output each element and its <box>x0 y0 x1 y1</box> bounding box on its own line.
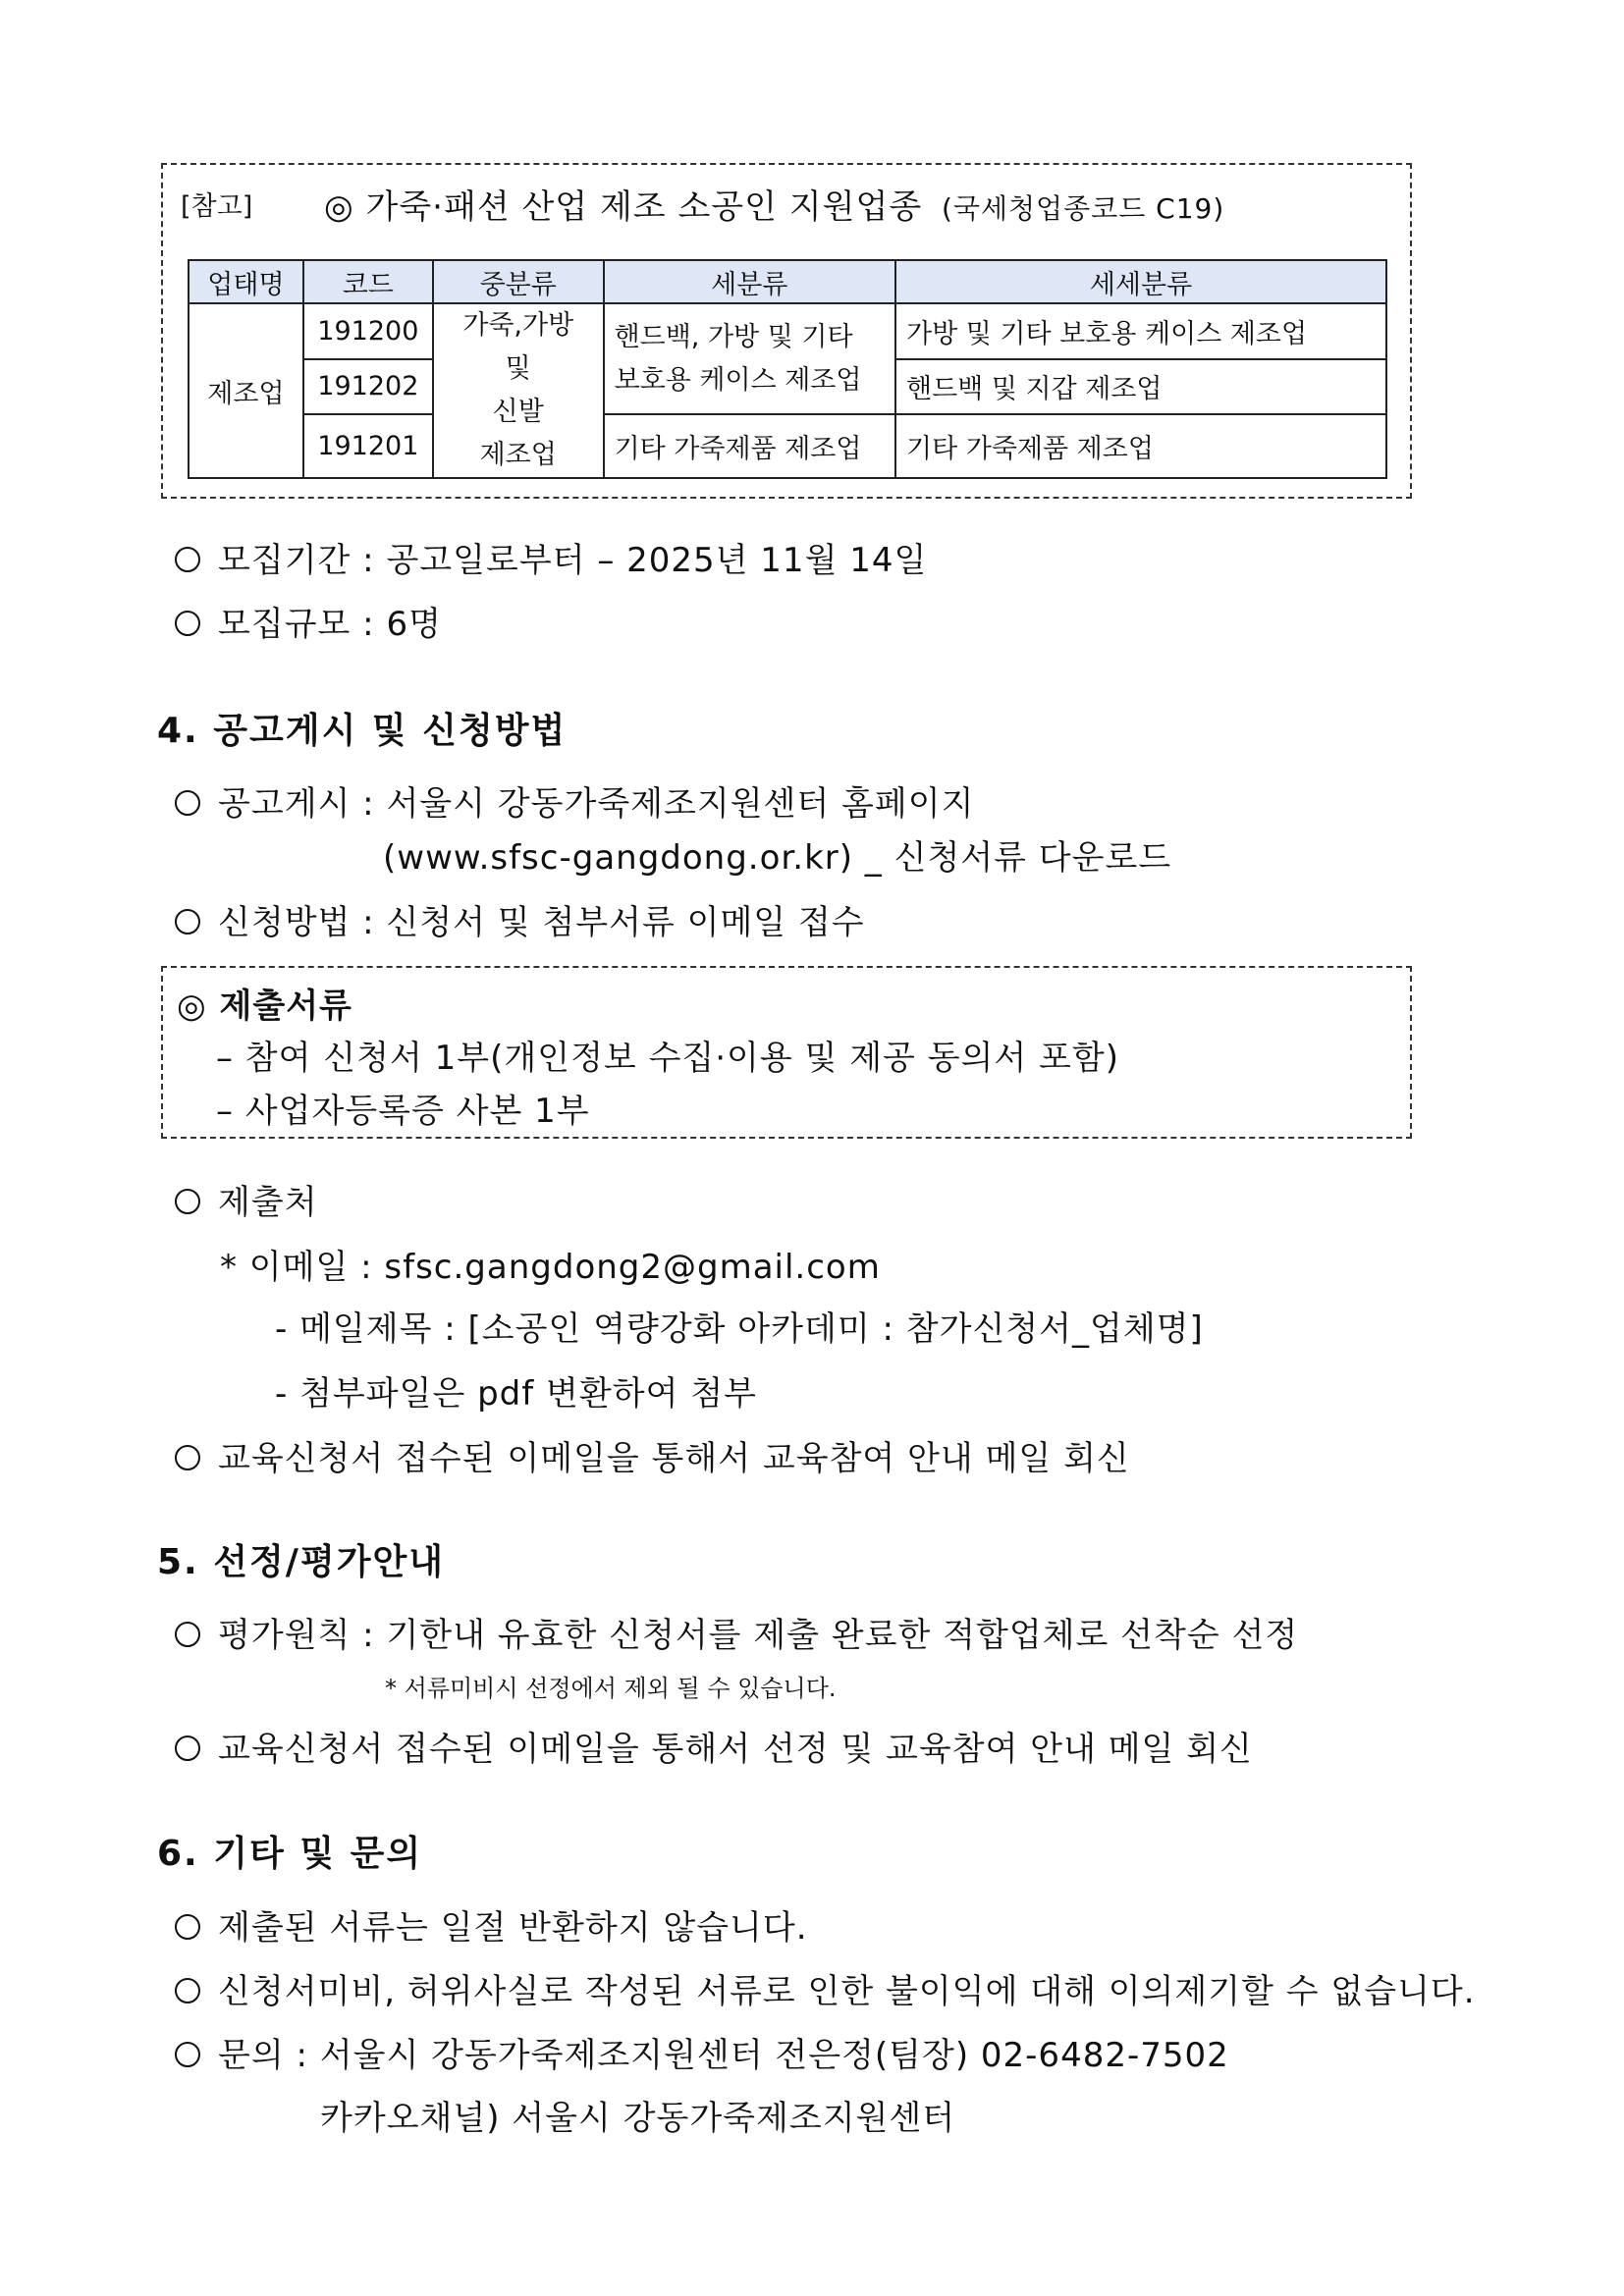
submit-docs-title: ◎ 제출서류 <box>177 987 352 1026</box>
bullet-circle-icon <box>175 1978 200 2003</box>
detail-cell: 기타 가죽제품 제조업 <box>895 414 1386 478</box>
bullet-circle-icon <box>175 1914 200 1940</box>
recruit-period: 모집기간 : 공고일로부터 – 2025년 11월 14일 <box>175 533 927 581</box>
mail-subject: - 메일제목 : [소공인 역량강화 아카데미 : 참가신청서_업체명] <box>275 1309 1204 1349</box>
reference-title <box>324 180 1224 228</box>
submit-to: 제출처 <box>175 1175 318 1223</box>
bullet-circle-icon <box>175 547 200 572</box>
submit-doc-item: – 사업자등록증 사본 1부 <box>216 1092 590 1131</box>
submit-doc-item: – 참여 신청서 1부(개인정보 수집·이용 및 제공 동의서 포함) <box>216 1039 1119 1078</box>
bullet-circle-icon <box>175 611 200 636</box>
header-code: 코드 <box>303 260 433 303</box>
recruit-scale: 모집규모 : 6명 <box>175 597 442 645</box>
bullet-circle-icon <box>175 909 200 934</box>
header-biz-type: 업태명 <box>189 260 303 303</box>
post-line1: 공고게시 : 서울시 강동가죽제조지원센터 홈페이지 <box>175 776 974 825</box>
bullet-circle-icon <box>175 1622 200 1647</box>
table-row <box>189 303 1386 359</box>
eval-note: * 서류미비시 선정에서 제외 될 수 있습니다. <box>385 1675 837 1702</box>
selection-reply: 교육신청서 접수된 이메일을 통해서 선정 및 교육참여 안내 메일 회신 <box>175 1722 1253 1770</box>
section5-title: 5. 선정/평가안내 <box>157 1542 446 1582</box>
code-cell: 191202 <box>303 359 433 415</box>
notice-item: 신청서미비, 허위사실로 작성된 서류로 인한 불이익에 대해 이의제기할 수 없습니다. <box>175 1964 1476 2012</box>
submit-email: * 이메일 : sfsc.gangdong2@gmail.com <box>220 1248 881 1287</box>
header-mid-class: 중분류 <box>433 260 604 303</box>
table-header-row <box>189 260 1386 303</box>
header-sub-class: 세분류 <box>604 260 895 303</box>
bullet-circle-icon <box>175 1445 200 1470</box>
header-detail-class: 세세분류 <box>895 260 1386 303</box>
bullet-circle-icon <box>175 1189 200 1214</box>
section6-title: 6. 기타 및 문의 <box>157 1834 423 1874</box>
attach-note: - 첨부파일은 pdf 변환하여 첨부 <box>275 1374 757 1414</box>
bullet-circle-icon <box>175 790 200 816</box>
sub-class-cell: 기타 가죽제품 제조업 <box>604 414 895 478</box>
code-cell: 191201 <box>303 414 433 478</box>
biz-type-cell: 제조업 <box>189 303 303 478</box>
post-line2: (www.sfsc-gangdong.or.kr) _ 신청서류 다운로드 <box>383 838 1172 878</box>
detail-cell: 가방 및 기타 보호용 케이스 제조업 <box>895 303 1386 359</box>
contact-line1: 문의 : 서울시 강동가죽제조지원센터 전은정(팀장) 02-6482-7502 <box>175 2028 1229 2076</box>
mid-class-cell: 가죽,가방 및 신발 제조업 <box>433 303 604 478</box>
reply-note: 교육신청서 접수된 이메일을 통해서 교육참여 안내 메일 회신 <box>175 1431 1130 1479</box>
apply-method: 신청방법 : 신청서 및 첨부서류 이메일 접수 <box>175 895 865 943</box>
eval-principle: 평가원칙 : 기한내 유효한 신청서를 제출 완료한 적합업체로 선착순 선정 <box>175 1608 1298 1656</box>
table-row <box>189 414 1386 478</box>
bullet-circle-icon <box>175 2042 200 2067</box>
section4-title: 4. 공고게시 및 신청방법 <box>157 711 568 751</box>
detail-cell: 핸드백 및 지갑 제조업 <box>895 359 1386 415</box>
notice-item: 제출된 서류는 일절 반환하지 않습니다. <box>175 1900 808 1949</box>
reference-title-main: ◎ 가죽·패션 산업 제조 소공인 지원업종 <box>324 187 923 227</box>
code-cell: 191200 <box>303 303 433 359</box>
bullet-circle-icon <box>175 1735 200 1761</box>
industry-code-table <box>188 259 1387 479</box>
contact-line2: 카카오채널) 서울시 강동가죽제조지원센터 <box>320 2099 956 2138</box>
reference-title-sub: (국세청업종코드 C19) <box>941 192 1225 225</box>
reference-tag: [참고] <box>181 191 253 222</box>
sub-class-merged-cell: 핸드백, 가방 및 기타 보호용 케이스 제조업 <box>604 303 895 414</box>
